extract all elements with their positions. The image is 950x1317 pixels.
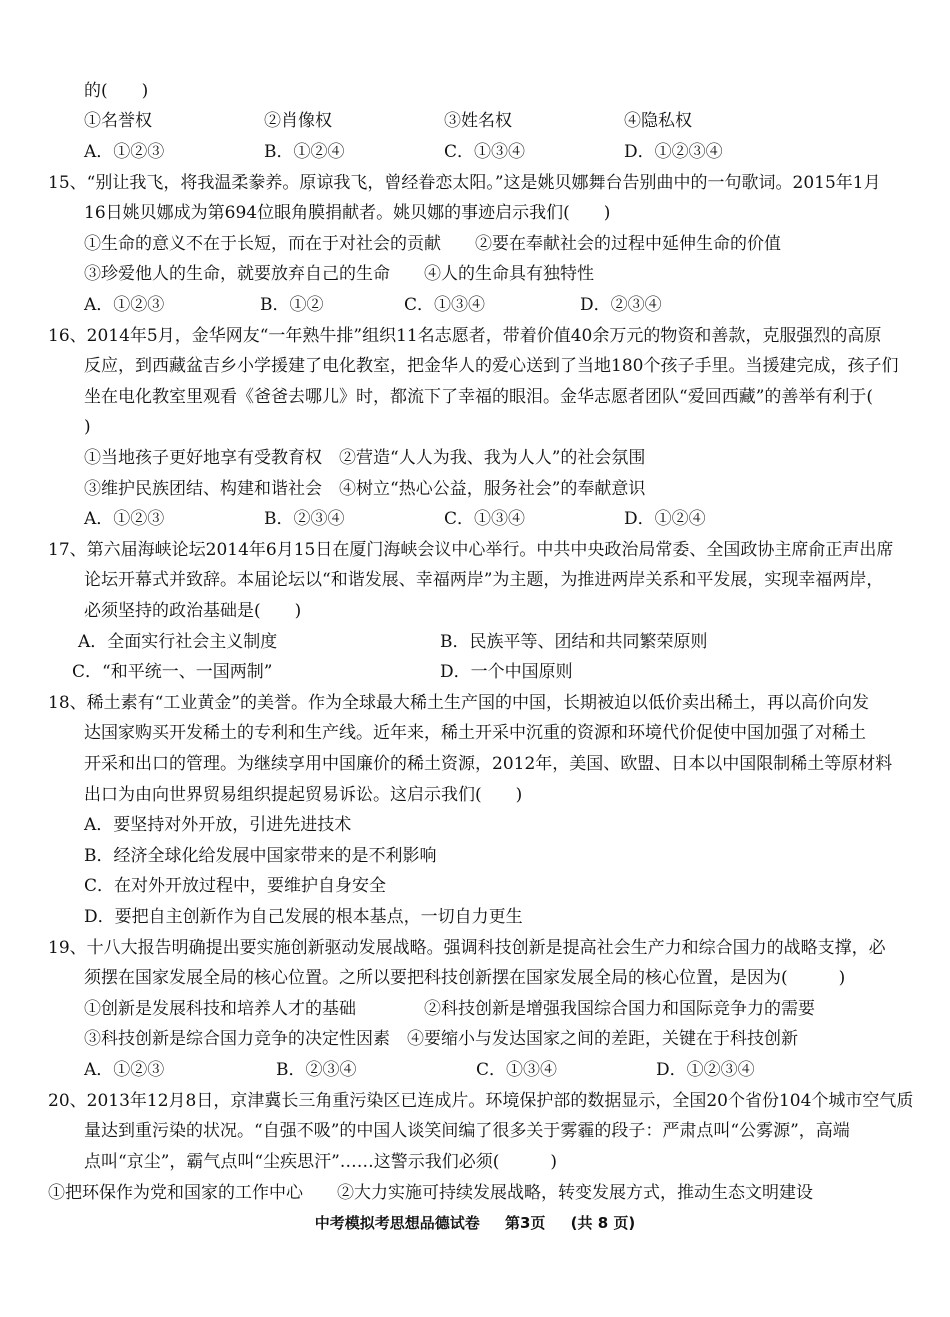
- q16-statement-1: ①当地孩子更好地享有受教育权 ②营造“人人为我、我为人人”的社会氛围: [84, 448, 646, 468]
- q19-line-2: 须摆在国家发展全局的核心位置。之所以要把科技创新摆在国家发展全局的核心位置，是因为( ): [84, 968, 846, 988]
- q20-line-2: 量达到重污染的状况。“自强不吸”的中国人谈笑间编了很多关于雾霾的段子：严肃点叫“公雾源”，高端: [84, 1121, 850, 1141]
- q18-option-b: B．经济全球化给发展中国家带来的是不利影响: [84, 846, 437, 866]
- option-b: B．②③④: [276, 1060, 357, 1080]
- q18-option-a: A．要坚持对外开放，引进先进技术: [84, 815, 352, 835]
- q19-statement-1: ①创新是发展科技和培养人才的基础 ②科技创新是增强我国综合国力和国际竞争力的需要: [84, 999, 815, 1019]
- q18-line-1: 18、稀土素有“工业黄金”的美誉。作为全球最大稀土生产国的中国，长期被迫以低价卖出稀土，再以高价向发: [48, 693, 870, 713]
- q15-options: [84, 294, 662, 316]
- page-footer: [0, 1212, 950, 1233]
- q17-line-1: 17、第六届海峡论坛2014年6月15日在厦门海峡会议中心举行。中共中央政治局常委、全国政协主席俞正声出席: [48, 540, 894, 560]
- q16-line-1: 16、2014年5月，金华网友“一年熟牛排”组织11名志愿者，带着价值40余万元的物资和善款，克服强烈的高原: [48, 326, 882, 346]
- q15-statement-1: ①生命的意义不在于长短，而在于对社会的贡献 ②要在奉献社会的过程中延伸生命的价值: [84, 234, 781, 254]
- q20-line-1: 20、2013年12月8日，京津冀长三角重污染区已连成片。环境保护部的数据显示，全国20个省份104个城市空气质: [48, 1091, 914, 1111]
- option-d: D．②③④: [580, 295, 662, 315]
- q17-option-d: D．一个中国原则: [440, 662, 573, 682]
- q14-tail: 的( ): [84, 81, 149, 101]
- q20-statement-1: ①把环保作为党和国家的工作中心 ②大力实施可持续发展战略，转变发展方式，推动生态文明建设: [48, 1183, 813, 1203]
- q17-option-a: A．全面实行社会主义制度: [78, 632, 278, 652]
- q14-options: [84, 141, 723, 163]
- q16-statement-2: ③维护民族团结、构建和谐社会 ④树立“热心公益，服务社会”的奉献意识: [84, 479, 646, 499]
- q18-line-2: 达国家购买开发稀土的专利和生产线。近年来，稀土开采中沉重的资源和环境代价促使中国加强了对稀土: [84, 723, 866, 743]
- q17-option-b: B．民族平等、团结和共同繁荣原则: [440, 632, 708, 652]
- q19-line-1: 19、十八大报告明确提出要实施创新驱动发展战略。强调科技创新是提高社会生产力和综合国力的战略支撑，必: [48, 938, 886, 958]
- q16-line-2: 反应，到西藏盆吉乡小学援建了电化教室，把金华人的爱心送到了当地180个孩子手里。当援建完成，孩子们: [84, 356, 899, 376]
- q16-line-3: 坐在电化教室里观看《爸爸去哪儿》时，都流下了幸福的眼泪。金华志愿者团队“爱回西藏”的善举有利于(: [84, 387, 874, 407]
- statement: ②肖像权: [264, 111, 332, 131]
- option-c: C．①③④: [444, 509, 526, 529]
- q14-statements: [84, 110, 692, 132]
- q17-option-c: C．“和平统一、一国两制”: [72, 662, 273, 682]
- option-d: D．①②③④: [624, 142, 723, 162]
- statement: ④隐私权: [624, 111, 692, 131]
- option-c: C．①③④: [444, 142, 526, 162]
- q20-line-3: 点叫“京尘”，霸气点叫“尘疾思汗”……这警示我们必须( ): [84, 1152, 558, 1172]
- option-b: B．②③④: [264, 509, 345, 529]
- option-a: A．①②③: [84, 295, 165, 315]
- option-d: D．①②④: [624, 509, 706, 529]
- option-c: C．①③④: [476, 1060, 558, 1080]
- q19-options: [84, 1059, 755, 1081]
- footer-page-number: 第3页: [504, 1214, 546, 1232]
- q15-line-2: 16日姚贝娜成为第694位眼角膜捐献者。姚贝娜的事迹启示我们( ): [84, 203, 611, 223]
- option-a: A．①②③: [84, 1060, 165, 1080]
- q16-options: [84, 508, 706, 530]
- statement: ③姓名权: [444, 111, 512, 131]
- q19-statement-2: ③科技创新是综合国力竞争的决定性因素 ④要缩小与发达国家之间的差距，关键在于科技创新: [84, 1029, 798, 1049]
- option-d: D．①②③④: [656, 1060, 755, 1080]
- option-c: C．①③④: [404, 295, 486, 315]
- q17-line-2: 论坛开幕式并致辞。本届论坛以“和谐发展、幸福两岸”为主题，为推进两岸关系和平发展，实现幸福两岸，: [84, 570, 884, 590]
- q15-line-1: 15、“别让我飞，将我温柔豢养。原谅我飞，曾经眷恋太阳。”这是姚贝娜舞台告别曲中的一句歌词。2015年1月: [48, 173, 881, 193]
- option-b: B．①②: [260, 295, 324, 315]
- q16-line-4: ): [84, 417, 91, 437]
- footer-title: 中考模拟考思想品德试卷: [314, 1214, 480, 1232]
- q17-line-3: 必须坚持的政治基础是( ): [84, 601, 302, 621]
- q18-option-d: D．要把自主创新作为自己发展的根本基点，一切自力更生: [84, 907, 523, 927]
- footer-total-pages: (共 8 页): [570, 1214, 636, 1232]
- statement: ①名誉权: [84, 111, 152, 131]
- q18-option-c: C．在对外开放过程中，要维护自身安全: [84, 876, 387, 896]
- option-a: A．①②③: [84, 142, 165, 162]
- q15-statement-2: ③珍爱他人的生命，就要放弃自己的生命 ④人的生命具有独特性: [84, 264, 594, 284]
- option-b: B．①②④: [264, 142, 345, 162]
- q18-line-3: 开采和出口的管理。为继续享用中国廉价的稀土资源，2012年，美国、欧盟、日本以中国限制稀土等原材料: [84, 754, 893, 774]
- option-a: A．①②③: [84, 509, 165, 529]
- q18-line-4: 出口为由向世界贸易组织提起贸易诉讼。这启示我们( ): [84, 785, 523, 805]
